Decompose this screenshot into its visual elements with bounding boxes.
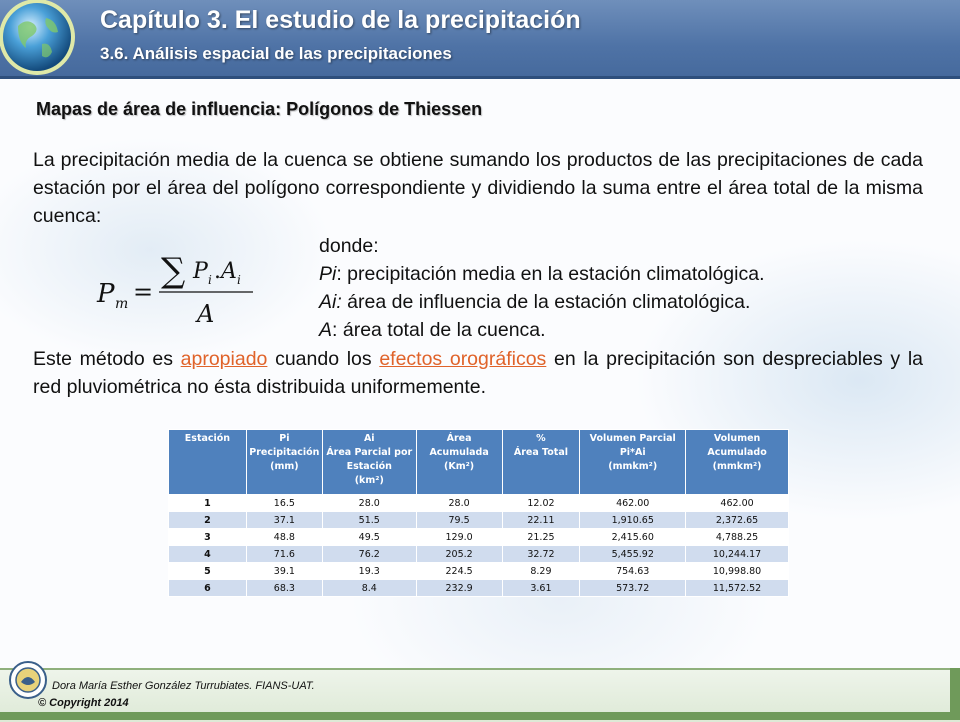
- formula-dot: .: [214, 259, 221, 284]
- formula-lhs: P: [97, 279, 115, 309]
- footer-accent: [0, 712, 960, 720]
- table-cell: 19.3: [322, 563, 416, 580]
- table-header-cell: [686, 430, 789, 495]
- formula-num-i2: i: [237, 273, 241, 287]
- table-row: [169, 495, 789, 512]
- university-seal-icon: [8, 660, 48, 700]
- table-header-line: %: [536, 433, 546, 444]
- formula-den: A: [197, 300, 215, 328]
- mean-precipitation-formula: [95, 250, 265, 330]
- table-header-line: Ai: [363, 433, 375, 444]
- table-header-line: (Km²): [444, 461, 475, 472]
- table-cell: 2,372.65: [686, 512, 789, 529]
- section-title: Mapas de área de influencia: Polígonos de Thiessen: [36, 99, 483, 119]
- table-cell: 79.5: [416, 512, 502, 529]
- table-row: [169, 529, 789, 546]
- table-cell: 11,572.52: [686, 580, 789, 597]
- table-cell: 10,998.80: [686, 563, 789, 580]
- definition-a-symbol: A: [319, 319, 333, 341]
- definition-ai-symbol: Ai:: [319, 291, 342, 313]
- table-header-line: Pi: [279, 433, 290, 444]
- table-cell: 8.29: [502, 563, 580, 580]
- table-cell: 2,415.60: [580, 529, 686, 546]
- table-cell: 12.02: [502, 495, 580, 512]
- footer-copyright: © Copyright 2014: [38, 697, 129, 709]
- chapter-subtitle: 3.6. Análisis espacial de las precipitaciones: [100, 44, 452, 63]
- table-cell: 32.72: [502, 546, 580, 563]
- definitions-intro: donde:: [319, 235, 379, 257]
- formula-num-p: P: [193, 259, 208, 284]
- table-cell: 129.0: [416, 529, 502, 546]
- definition-ai-text: área de influencia de la estación climatológica.: [341, 291, 751, 313]
- chapter-title: Capítulo 3. El estudio de la precipitación: [100, 6, 581, 34]
- footer-author: Dora María Esther González Turrubiates. FIANS-UAT.: [52, 680, 315, 692]
- table-cell: 8.4: [322, 580, 416, 597]
- slide-header: [0, 0, 960, 76]
- table-header-cell: [580, 430, 686, 495]
- method-paragraph: [33, 345, 923, 401]
- table-cell: 462.00: [686, 495, 789, 512]
- table-cell: 51.5: [322, 512, 416, 529]
- station-cell: 6: [169, 580, 247, 597]
- station-cell: 3: [169, 529, 247, 546]
- table-header-line: Área Total: [513, 447, 569, 458]
- table-cell: 573.72: [580, 580, 686, 597]
- table-cell: 21.25: [502, 529, 580, 546]
- table-row: [169, 512, 789, 529]
- link-efectos-orograficos[interactable]: efectos orográficos: [379, 348, 547, 370]
- table-cell: 224.5: [416, 563, 502, 580]
- table-header-line: Estación: [346, 461, 392, 472]
- table-cell: 232.9: [416, 580, 502, 597]
- thiessen-table: [168, 429, 789, 597]
- table-cell: 49.5: [322, 529, 416, 546]
- table-header-line: Volumen Parcial: [589, 433, 676, 444]
- table-cell: 48.8: [246, 529, 322, 546]
- method-text-1: Este método es: [33, 348, 181, 370]
- table-header-line: Área Parcial por: [326, 447, 413, 458]
- definition-a: [319, 316, 765, 344]
- formula-num-i1: i: [208, 273, 212, 287]
- table-header-cell: [169, 430, 247, 495]
- table-header-line: Acumulada: [429, 447, 489, 458]
- table-header-row: [169, 430, 789, 495]
- table-header-line: (km²): [354, 475, 384, 486]
- table-row: [169, 580, 789, 597]
- table-row: [169, 546, 789, 563]
- header-divider: [0, 76, 960, 79]
- table-cell: 754.63: [580, 563, 686, 580]
- definition-pi-symbol: Pi: [319, 263, 337, 285]
- table-cell: 71.6: [246, 546, 322, 563]
- definition-a-text: : área total de la cuenca.: [332, 319, 546, 341]
- table-cell: 205.2: [416, 546, 502, 563]
- table-cell: 68.3: [246, 580, 322, 597]
- link-apropiado[interactable]: apropiado: [180, 348, 268, 370]
- station-cell: 5: [169, 563, 247, 580]
- table-header-line: Área: [446, 433, 472, 444]
- table-header-line: Precipitación: [249, 447, 320, 458]
- formula-equals: =: [133, 278, 154, 306]
- globe-icon: [0, 0, 78, 78]
- table-cell: 4,788.25: [686, 529, 789, 546]
- table-header-cell: [416, 430, 502, 495]
- table-cell: 76.2: [322, 546, 416, 563]
- table-cell: 28.0: [416, 495, 502, 512]
- table-cell: 22.11: [502, 512, 580, 529]
- formula-lhs-sub: m: [115, 296, 129, 312]
- table-row: [169, 563, 789, 580]
- table-header-line: Estación: [184, 433, 231, 444]
- station-cell: 2: [169, 512, 247, 529]
- table-header-line: (mm): [270, 461, 299, 472]
- table-header-line: (mmkm²): [608, 461, 658, 472]
- table-cell: 39.1: [246, 563, 322, 580]
- table-header-line: Acumulado: [707, 447, 767, 458]
- table-cell: 10,244.17: [686, 546, 789, 563]
- method-text-3: en la precipitación son despreciables y la red pluviométrica no ésta distribuida uniformemente.: [33, 348, 923, 398]
- table-header-line: Volumen: [713, 433, 761, 444]
- table-cell: 462.00: [580, 495, 686, 512]
- method-text-2: cuando los: [267, 348, 380, 370]
- table-cell: 16.5: [246, 495, 322, 512]
- table-cell: 28.0: [322, 495, 416, 512]
- table-header-cell: [502, 430, 580, 495]
- intro-paragraph: La precipitación media de la cuenca se obtiene sumando los productos de las precipitaciones de cada estación por el área del polígono correspondiente y dividiendo la suma entre el área total de la misma cuenca:: [33, 149, 923, 227]
- definition-pi-text: : precipitación media en la estación climatológica.: [336, 263, 765, 285]
- table-header-cell: [246, 430, 322, 495]
- formula-sum: ∑: [161, 251, 186, 291]
- table-header-cell: [322, 430, 416, 495]
- definition-pi: [319, 260, 765, 288]
- station-cell: 1: [169, 495, 247, 512]
- table-cell: 5,455.92: [580, 546, 686, 563]
- formula-num-a: A: [221, 259, 237, 284]
- table-cell: 3.61: [502, 580, 580, 597]
- definition-ai: [319, 288, 765, 316]
- table-cell: 37.1: [246, 512, 322, 529]
- footer-right-edge: [950, 668, 960, 720]
- variable-definitions: [319, 232, 765, 344]
- table-cell: 1,910.65: [580, 512, 686, 529]
- table-header-line: Pi*Ai: [619, 447, 646, 458]
- table-header-line: (mmkm²): [712, 461, 762, 472]
- station-cell: 4: [169, 546, 247, 563]
